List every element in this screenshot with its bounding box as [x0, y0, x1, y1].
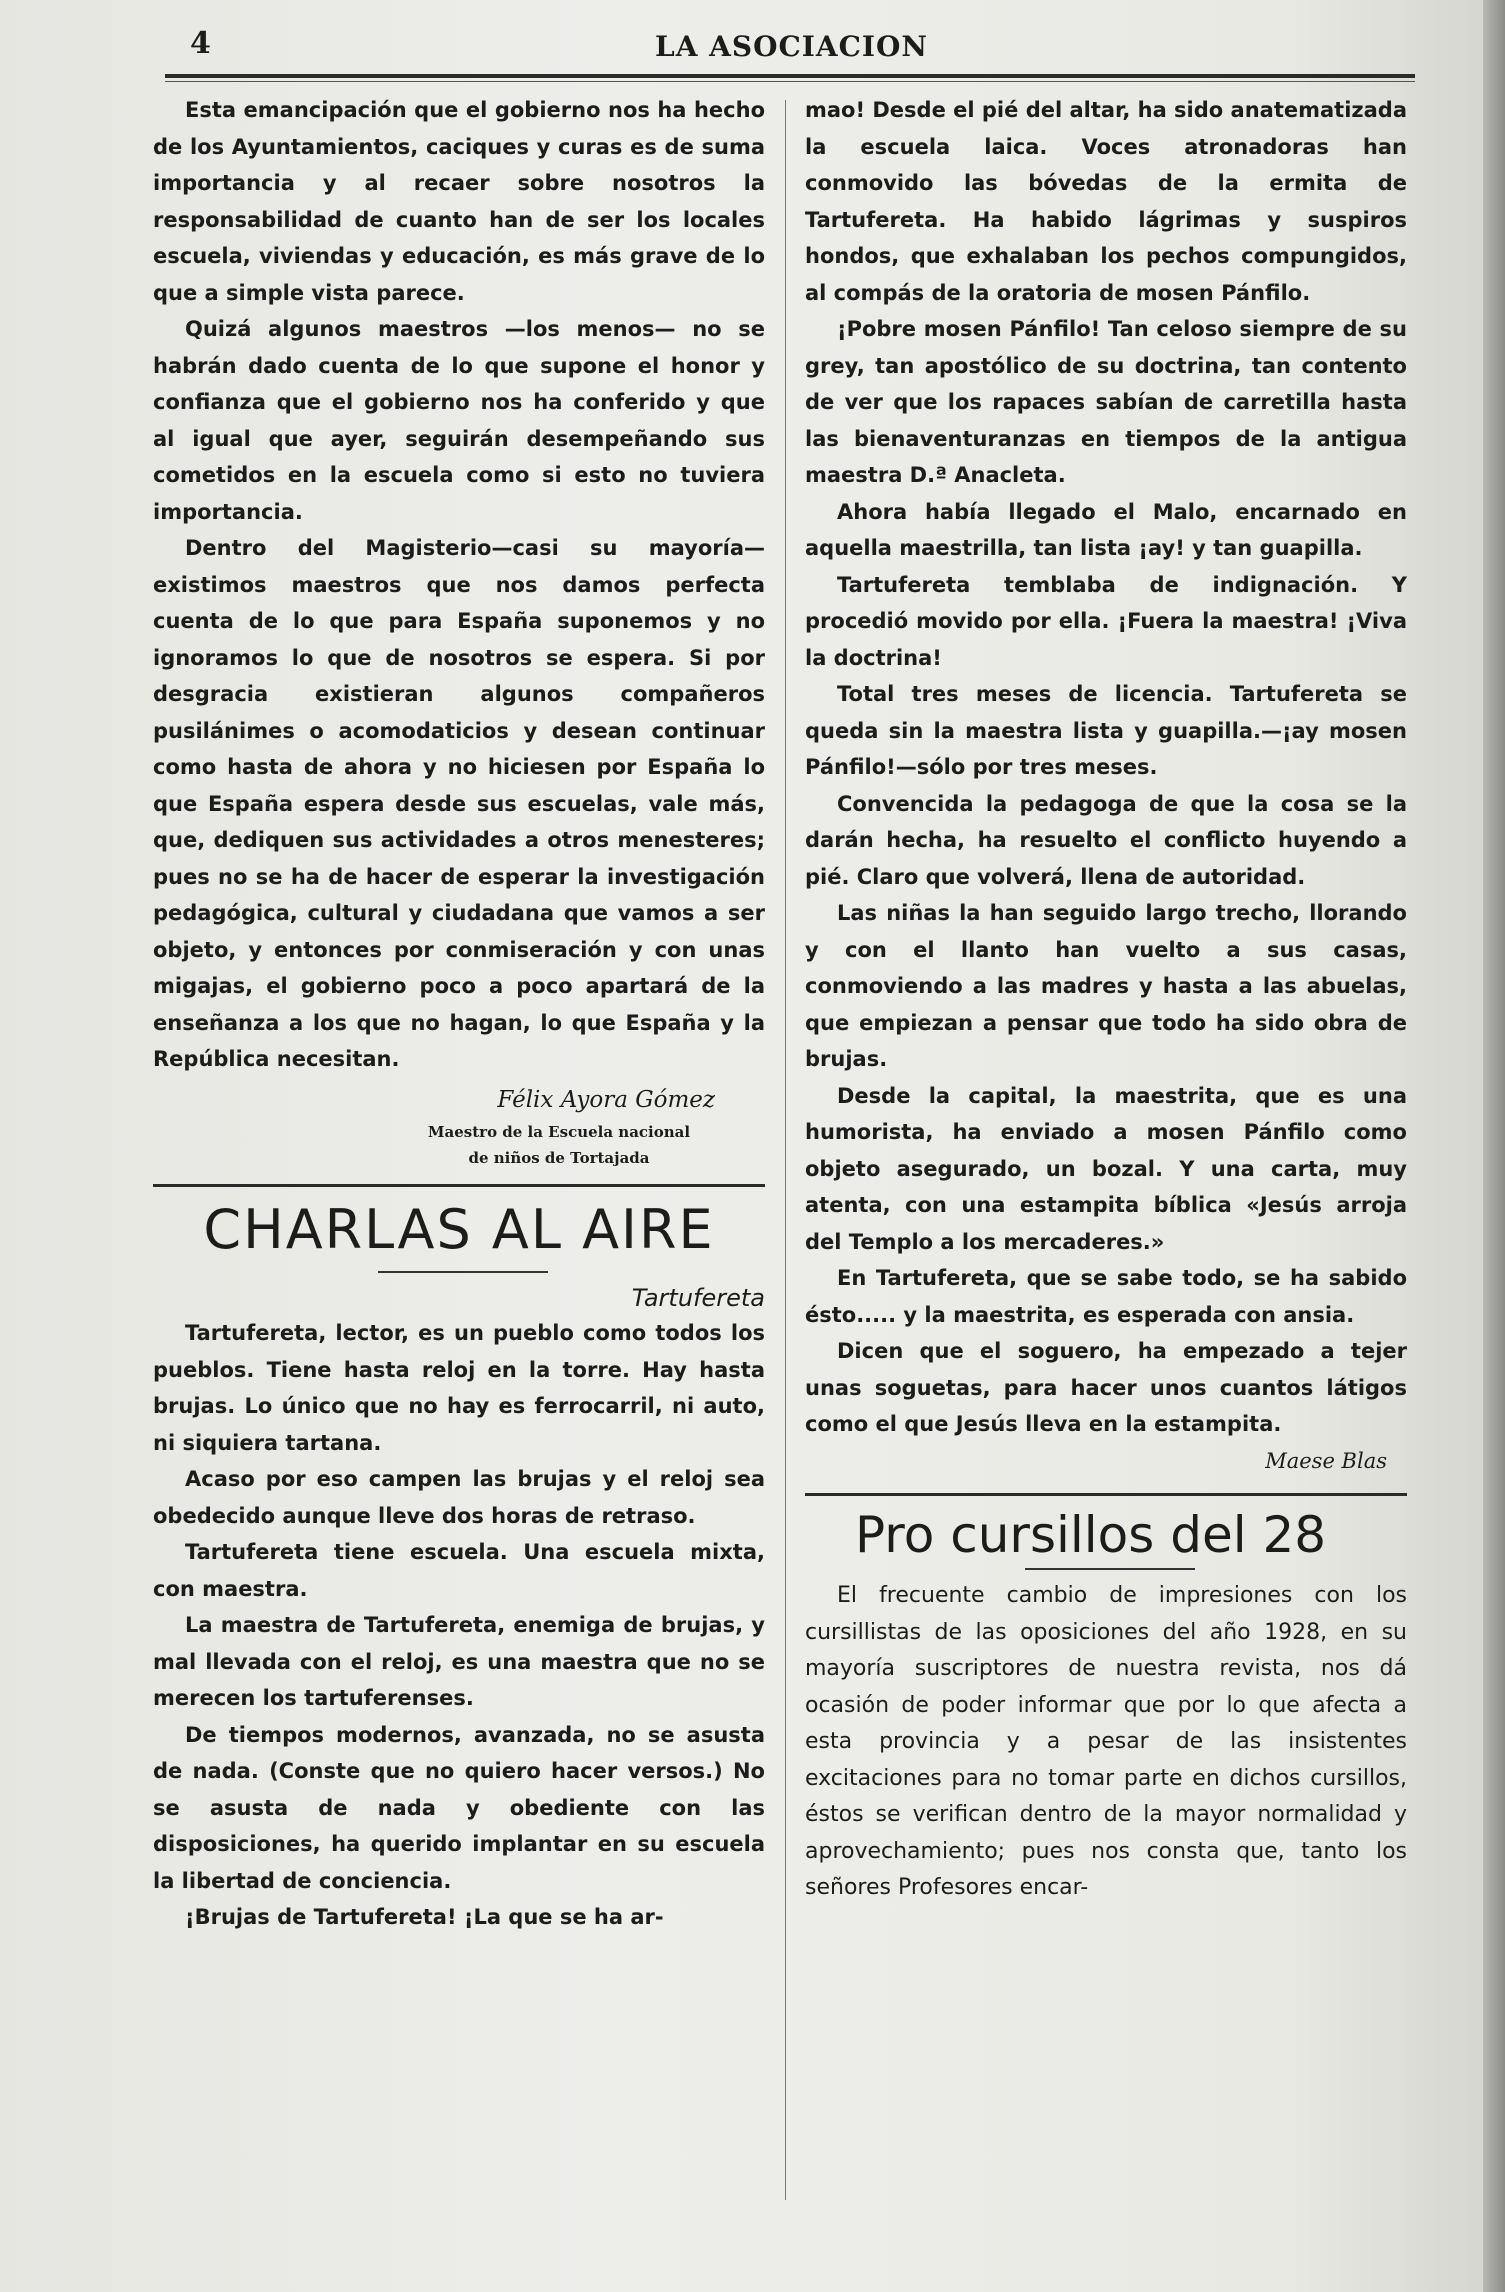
author-signature: Maese Blas [1265, 1448, 1387, 1473]
article-paragraph: Ahora había llegado el Malo, encarnado en aquella maestrilla, tan lista ¡ay! y tan guapilla. [805, 499, 1407, 560]
article-byline: Tartufereta [631, 1284, 765, 1312]
article-paragraph: Desde la capital, la maestrita, que es una humorista, ha enviado a mosen Pánfilo como objeto asegurado, un bozal. Y una carta, muy atenta, con una estampita bíblica «Jesús arroja del Templo a los mercaderes.» [805, 1083, 1407, 1254]
author-affiliation-line: de niños de Tortajada [468, 1149, 650, 1167]
section-rule [805, 1493, 1407, 1496]
author-signature: Félix Ayora Gómez [497, 1086, 715, 1113]
right-column [805, 92, 1407, 1907]
page-number: 4 [190, 26, 211, 61]
article-paragraph: Total tres meses de licencia. Tartufereta se queda sin la maestra lista y guapilla.—¡ay mosen Pánfilo!—sólo por tres meses. [805, 682, 1407, 779]
header-rule-thin [165, 81, 1415, 82]
author-affiliation-line: Maestro de la Escuela nacional [427, 1123, 691, 1141]
article-paragraph: El frecuente cambio de impresiones con los cursillistas de las oposiciones del año 1928, en su mayoría suscriptores de nuestra revista, nos dá ocasión de poder informar que por lo que afecta a esta provincia y a pesar de las insistentes excitaciones para no tomar parte en dichos cursillos, éstos se verifican dentro de la mayor normalidad y aprovechamiento; pues nos consta que, tanto los señores Profesores encar- [805, 1583, 1407, 1900]
article-paragraph: mao! Desde el pié del altar, ha sido anatematizada la escuela laica. Voces atronadoras han conmovido las bóvedas de la ermita de Tartufereta. Ha habido lágrimas y suspiros hondos, que exhalaban los pechos compungidos, al compás de la oratoria de mosen Pánfilo. [805, 98, 1407, 305]
article-paragraph: Convencida la pedagoga de que la cosa se la darán hecha, ha resuelto el conflicto huyendo a pié. Claro que volverá, llena de autoridad. [805, 791, 1407, 889]
article-paragraph: En Tartufereta, que se sabe todo, se ha sabido ésto..... y la maestrita, es esperada con ansia. [805, 1266, 1407, 1327]
section-rule [153, 1184, 765, 1187]
article-paragraph: ¡Pobre mosen Pánfilo! Tan celoso siempre de su grey, tan apostólico de su doctrina, tan contento de ver que los rapaces sabían de carretilla hasta las bienaventuranzas en tiempos de la antigua maestra D.ª Anacleta. [805, 317, 1407, 487]
article-paragraph: Dicen que el soguero, ha empezado a tejer unas soguetas, para hacer unos cuantos látigos como el que Jesús lleva en la estampita. [805, 1339, 1407, 1436]
page-edge-shadow [1483, 0, 1505, 2292]
header-rule [165, 74, 1415, 78]
article-paragraph: Las niñas la han seguido largo trecho, llorando y con el llanto han vuelto a sus casas, conmoviendo a las madres y hasta a las abuelas, que empiezan a pensar que todo ha sido obra de brujas. [805, 901, 1407, 1071]
left-column [153, 92, 765, 1936]
article-paragraph: Dentro del Magisterio—casi su mayoría—existimos maestros que nos damos perfecta cuenta de lo que para España suponemos y no ignoramos lo que de nosotros se espera. Si por desgracia existieran algunos compañeros pusilánimes o acomodaticios y desean continuar como hasta de ahora y no hiciesen por España lo que España espera desde sus escuelas, vale más, que, dediquen sus actividades a otros menesteres; pues no se ha de hacer de esperar la investigación pedagógica, cultural y ciudadana que vamos a ser objeto, y entonces por conmiseración y con unas migajas, el gobierno poco a poco apartará de la enseñanza a los que no hagan, lo que España y la República necesitan. [153, 536, 765, 1071]
article-paragraph: Tartufereta, lector, es un pueblo como todos los pueblos. Tiene hasta reloj en la torre. Hay hasta brujas. Lo único que no hay es ferrocarril, ni auto, ni siquiera tartana. [153, 1321, 765, 1455]
article-paragraph: Tartufereta temblaba de indignación. Y procedió movido por ella. ¡Fuera la maestra! ¡Viva la doctrina! [805, 572, 1407, 670]
article-paragraph: Quizá algunos maestros —los menos— no se habrán dado cuenta de lo que supone el honor y confianza que el gobierno nos ha conferido y que al igual que ayer, seguirán desempeñando sus cometidos en la escuela como si esto no tuviera importancia. [153, 317, 765, 524]
masthead: LA ASOCIACION [655, 30, 928, 63]
column-divider [785, 100, 786, 2200]
article-paragraph: De tiempos modernos, avanzada, no se asusta de nada. (Conste que no quiero hacer versos.) No se asusta de nada y obediente con las disposiciones, ha querido implantar en su escuela la libertad de conciencia. [153, 1722, 765, 1893]
article-paragraph: La maestra de Tartufereta, enemiga de brujas, y mal llevada con el reloj, es una maestra que no se merecen los tartuferenses. [153, 1613, 765, 1710]
title-underline [1025, 1568, 1195, 1570]
section-title: Pro cursillos del 28 [855, 1506, 1327, 1564]
article-paragraph: Acaso por eso campen las brujas y el reloj sea obedecido aunque lleve dos horas de retraso. [153, 1467, 765, 1528]
section-title: CHARLAS AL AIRE [203, 1198, 715, 1261]
title-underline [378, 1271, 548, 1273]
article-paragraph: Tartufereta tiene escuela. Una escuela mixta, con maestra. [153, 1540, 765, 1601]
article-paragraph: ¡Brujas de Tartufereta! ¡La que se ha ar- [185, 1905, 664, 1929]
article-paragraph: Esta emancipación que el gobierno nos ha hecho de los Ayuntamientos, caciques y curas es de suma importancia y al recaer sobre nosotros la responsabilidad de cuanto han de ser los locales escuela, viviendas y educación, es más grave de lo que a simple vista parece. [153, 98, 765, 305]
